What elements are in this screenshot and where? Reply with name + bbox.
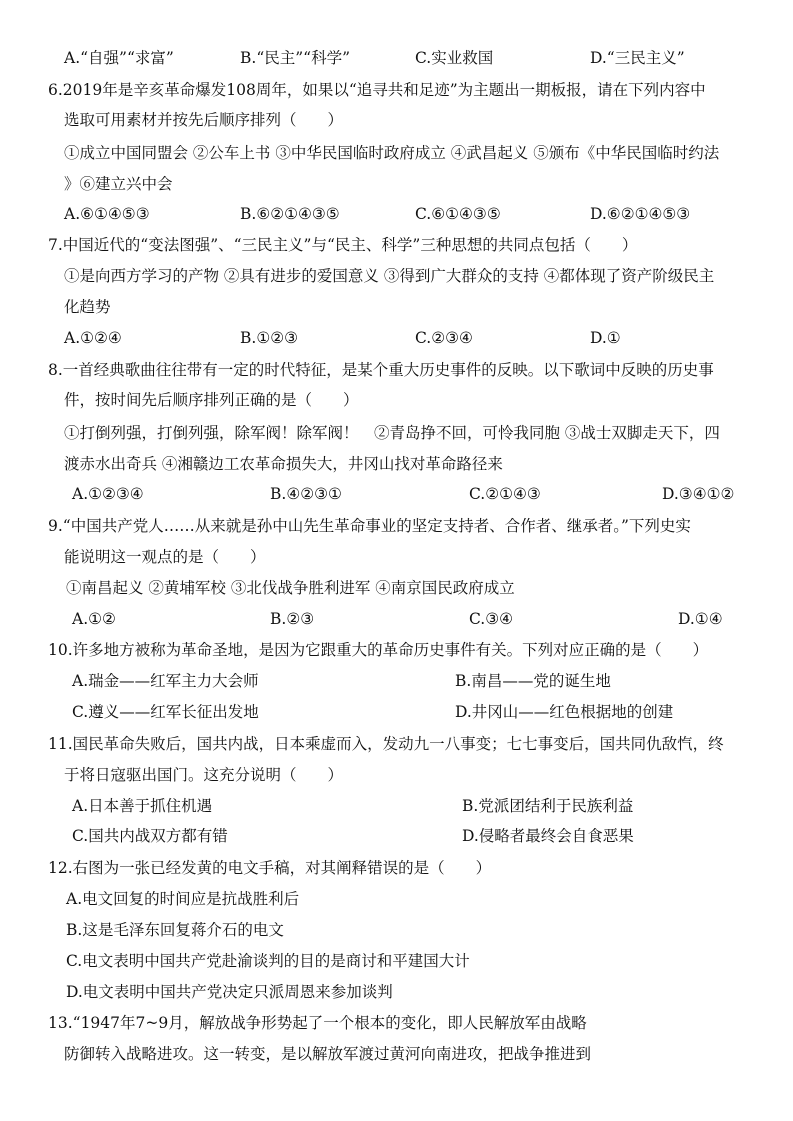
q11-option-c: C.国共内战双方都有错	[72, 827, 228, 845]
q10-option-b: B.南昌——党的诞生地	[455, 672, 611, 690]
q7-option-a: A.①②④	[64, 329, 122, 347]
q9-option-b: B.②③	[270, 610, 315, 628]
q8-stem-line1: 8.一首经典歌曲往往带有一定的时代特征，是某个重大历史事件的反映。以下歌词中反映的历史事	[48, 361, 714, 379]
q7-items-line1: ①是向西方学习的产物 ②具有进步的爱国意义 ③得到广大群众的支持 ④都体现了资产阶级民主	[64, 267, 715, 285]
q11-option-a: A.日本善于抓住机遇	[72, 797, 213, 815]
q6-option-a: A.⑥①④⑤③	[64, 205, 150, 223]
q7-option-b: B.①②③	[240, 329, 299, 347]
q10-option-d: D.井冈山——红色根据地的创建	[455, 703, 674, 721]
q6-items-line1: ①成立中国同盟会 ②公车上书 ③中华民国临时政府成立 ④武昌起义 ⑤颁布《中华民国临时约法	[64, 144, 720, 162]
q12-stem-line1: 12.右图为一张已经发黄的电文手稿，对其阐释错误的是（ ）	[48, 859, 492, 877]
q6-option-b: B.⑥②①④③⑤	[240, 205, 340, 223]
q9-option-c: C.③④	[469, 610, 514, 628]
q8-option-b: B.④②③①	[270, 485, 342, 503]
q10-option-a: A.瑞金——红军主力大会师	[72, 672, 259, 690]
q6-option-d: D.⑥②①④⑤③	[590, 205, 691, 223]
q9-option-a: A.①②	[72, 610, 116, 628]
q11-option-b: B.党派团结利于民族利益	[462, 797, 634, 815]
q8-option-c: C.②①④③	[469, 485, 541, 503]
q11-stem-line1: 11.国民革命失败后，国共内战，日本乘虚而入，发动九一八事变；七七事变后，国共同仇敌忾，终	[48, 735, 724, 753]
q6-items-line2: 》⑥建立兴中会	[64, 175, 173, 193]
q8-items-line1: ①打倒列强，打倒列强，除军阀！除军阀！ ②青岛挣不回，可怜我同胞 ③战士双脚走天下，四	[64, 424, 720, 442]
q7-items-line2: 化趋势	[64, 298, 111, 316]
q9-stem-line1: 9.“中国共产党人……从来就是孙中山先生革命事业的坚定支持者、合作者、继承者。”下列史实	[48, 517, 691, 535]
q5-option-b: B.“民主”“科学”	[240, 49, 351, 67]
q8-option-d: D.③④①②	[662, 485, 735, 503]
q5-option-c: C.实业救国	[415, 49, 494, 67]
q12-option-a: A.电文回复的时间应是抗战胜利后	[66, 890, 300, 908]
q7-option-d: D.①	[590, 329, 621, 347]
q10-stem-line1: 10.许多地方被称为革命圣地，是因为它跟重大的革命历史事件有关。下列对应正确的是（ ）	[48, 641, 709, 659]
q8-stem-line2: 件，按时间先后顺序排列正确的是（ ）	[64, 391, 359, 409]
q10-option-c: C.遵义——红军长征出发地	[72, 703, 259, 721]
q12-option-b: B.这是毛泽东回复蒋介石的电文	[66, 921, 284, 939]
q8-items-line2: 渡赤水出奇兵 ④湘赣边工农革命损失大，井冈山找对革命路径来	[64, 455, 503, 473]
q5-option-d: D.“三民主义”	[590, 49, 685, 67]
q9-items-line1: ①南昌起义 ②黄埔军校 ③北伐战争胜利进军 ④南京国民政府成立	[66, 579, 515, 597]
q11-stem-line2: 于将日寇驱出国门。这充分说明（ ）	[64, 766, 344, 784]
q7-stem-line1: 7.中国近代的“变法图强”、“三民主义”与“民主、科学”三种思想的共同点包括（ ）	[48, 236, 638, 254]
q13-stem-line1: 13.“1947年7~9月，解放战争形势起了一个根本的变化，即人民解放军由战略	[48, 1014, 587, 1032]
q9-option-d: D.①④	[678, 610, 723, 628]
q6-stem-line2: 选取可用素材并按先后顺序排列（ ）	[64, 111, 344, 129]
q8-option-a: A.①②③④	[72, 485, 144, 503]
q9-stem-line2: 能说明这一观点的是（ ）	[64, 548, 266, 566]
q6-option-c: C.⑥①④③⑤	[415, 205, 501, 223]
q12-option-c: C.电文表明中国共产党赴渝谈判的目的是商讨和平建国大计	[66, 952, 470, 970]
q13-stem-line2: 防御转入战略进攻。这一转变，是以解放军渡过黄河向南进攻，把战争推进到	[64, 1045, 592, 1063]
q7-option-c: C.②③④	[415, 329, 473, 347]
q11-option-d: D.侵略者最终会自食恶果	[462, 827, 634, 845]
q6-stem-line1: 6.2019年是辛亥革命爆发108周年，如果以“追寻共和足迹”为主题出一期板报，请在下列内容中	[48, 81, 706, 99]
q12-option-d: D.电文表明中国共产党决定只派周恩来参加谈判	[66, 983, 393, 1001]
q5-option-a: A.“自强”“求富”	[64, 49, 174, 67]
